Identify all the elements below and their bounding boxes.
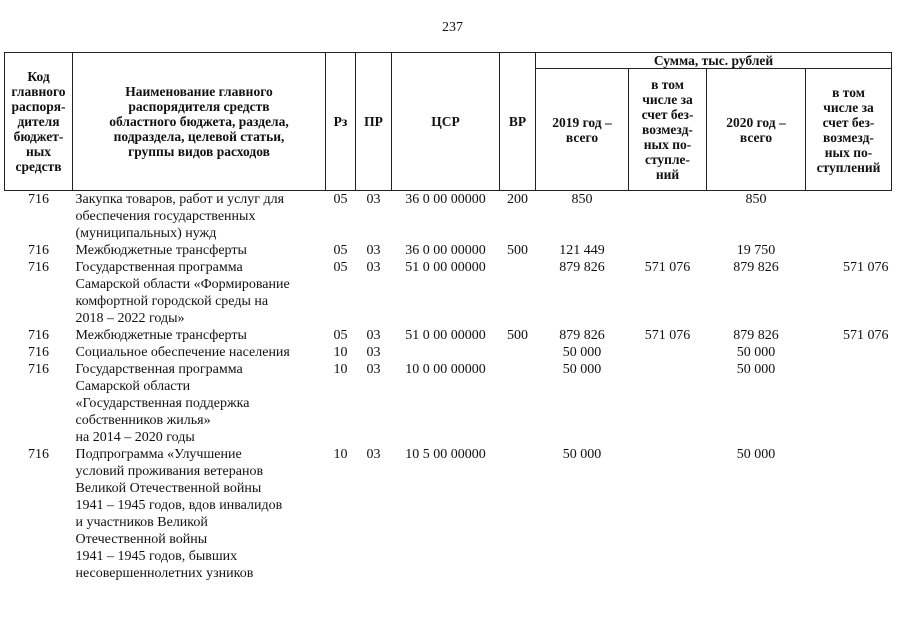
page-number: 237 <box>442 20 463 35</box>
header-pr: ПР <box>356 53 392 191</box>
cell-name: Государственная программа Самарской области «Государственная поддержка собственников жилья» на 2014 – 2020 годы <box>75 362 250 445</box>
cell-rz: 10 <box>333 447 348 462</box>
cell-pr: 03 <box>366 328 381 343</box>
cell-vr <box>500 344 536 361</box>
header-2019-free: в том числе за счет без- возмезд- ных по- ступле- ний <box>629 69 707 191</box>
cell-rz: 10 <box>333 345 348 360</box>
cell-2019-free: 571 076 <box>644 260 691 275</box>
header-name: Наименование главного распорядителя средств областного бюджета, раздела, подраздела, целевой статьи, группы видов расходов <box>73 53 326 191</box>
cell-code: 716 <box>28 328 49 343</box>
header-sum: Сумма, тыс. рублей <box>536 53 892 69</box>
header-2020-total: 2020 год – всего <box>707 69 806 191</box>
table-header <box>5 53 892 191</box>
cell-rz: 05 <box>333 260 348 275</box>
cell-rz: 05 <box>333 192 348 207</box>
cell-2019-free <box>629 242 707 259</box>
cell-2020-total: 19 750 <box>736 243 776 258</box>
cell-2019-total: 121 449 <box>559 243 605 258</box>
cell-2020-free <box>806 446 892 582</box>
cell-2020-total: 50 000 <box>736 362 776 377</box>
header-csr: ЦСР <box>392 53 500 191</box>
cell-pr: 03 <box>366 260 381 275</box>
cell-2019-total: 879 826 <box>559 260 605 275</box>
cell-vr <box>500 361 536 446</box>
cell-name: Межбюджетные трансферты <box>75 243 247 258</box>
cell-2019-total: 879 826 <box>559 328 605 343</box>
cell-2020-free: 571 076 <box>843 328 889 343</box>
cell-name: Государственная программа Самарской области «Формирование комфортной городской среды на 2018 – 2022 годы» <box>75 260 290 326</box>
cell-csr: 36 0 00 00000 <box>405 243 486 258</box>
table-row <box>5 242 892 259</box>
cell-2019-total: 50 000 <box>562 447 602 462</box>
cell-csr: 51 0 00 00000 <box>405 328 486 343</box>
table-row <box>5 446 892 582</box>
cell-2019-total: 50 000 <box>562 362 602 377</box>
cell-code: 716 <box>28 447 49 462</box>
table-row <box>5 327 892 344</box>
cell-rz: 10 <box>333 362 348 377</box>
cell-2019-free <box>629 344 707 361</box>
cell-2020-total: 850 <box>745 192 767 207</box>
cell-vr: 500 <box>507 328 528 343</box>
cell-vr: 500 <box>507 243 528 258</box>
cell-csr <box>392 344 500 361</box>
cell-2019-total: 850 <box>571 192 593 207</box>
cell-2019-free <box>629 191 707 243</box>
header-rz: Рз <box>326 53 356 191</box>
table-row <box>5 344 892 361</box>
cell-csr: 10 5 00 00000 <box>405 447 486 462</box>
cell-2020-free <box>806 242 892 259</box>
cell-vr <box>500 446 536 582</box>
cell-vr: 200 <box>507 192 528 207</box>
cell-2020-free <box>806 361 892 446</box>
cell-code: 716 <box>28 260 49 275</box>
header-2020-free: в том числе за счет без- возмезд- ных по- ступлений <box>806 69 892 191</box>
cell-2019-free: 571 076 <box>644 328 691 343</box>
cell-rz: 05 <box>333 243 348 258</box>
cell-code: 716 <box>28 243 49 258</box>
header-vr: ВР <box>500 53 536 191</box>
cell-2020-total: 879 826 <box>733 260 779 275</box>
cell-2020-total: 50 000 <box>736 345 776 360</box>
cell-pr: 03 <box>366 447 381 462</box>
cell-csr: 36 0 00 00000 <box>405 192 486 207</box>
cell-name: Межбюджетные трансферты <box>75 328 247 343</box>
cell-name: Закупка товаров, работ и услуг для обеспечения государственных (муниципальных) нужд <box>75 192 285 241</box>
cell-2020-total: 50 000 <box>736 447 776 462</box>
table-row <box>5 361 892 446</box>
header-2019-total: 2019 год – всего <box>536 69 629 191</box>
cell-pr: 03 <box>366 345 381 360</box>
cell-name: Подпрограмма «Улучшение условий проживания ветеранов Великой Отечественной войны 1941 – 1945 годов, вдов инвалидов и участников Великой Отечественной войны 1941 – 1945 годов, бывших несовершеннолетних узников <box>75 447 283 581</box>
cell-2019-free <box>629 446 707 582</box>
table-row <box>5 191 892 243</box>
table-body <box>5 191 892 583</box>
table-row <box>5 259 892 327</box>
cell-code: 716 <box>28 362 49 377</box>
cell-pr: 03 <box>366 362 381 377</box>
cell-pr: 03 <box>366 192 381 207</box>
cell-vr <box>500 259 536 327</box>
cell-2020-free <box>806 191 892 243</box>
cell-name: Социальное обеспечение населения <box>75 345 290 360</box>
cell-rz: 05 <box>333 328 348 343</box>
cell-2019-free <box>629 361 707 446</box>
cell-csr: 10 0 00 00000 <box>405 362 486 377</box>
cell-pr: 03 <box>366 243 381 258</box>
cell-csr: 51 0 00 00000 <box>405 260 486 275</box>
cell-2020-free <box>806 344 892 361</box>
cell-2019-total: 50 000 <box>562 345 602 360</box>
cell-code: 716 <box>28 192 49 207</box>
cell-2020-free: 571 076 <box>843 260 889 275</box>
cell-2020-total: 879 826 <box>733 328 779 343</box>
budget-table <box>4 52 892 582</box>
cell-code: 716 <box>28 345 49 360</box>
header-code: Код главного распоря- дителя бюджет- ных средств <box>5 53 73 191</box>
